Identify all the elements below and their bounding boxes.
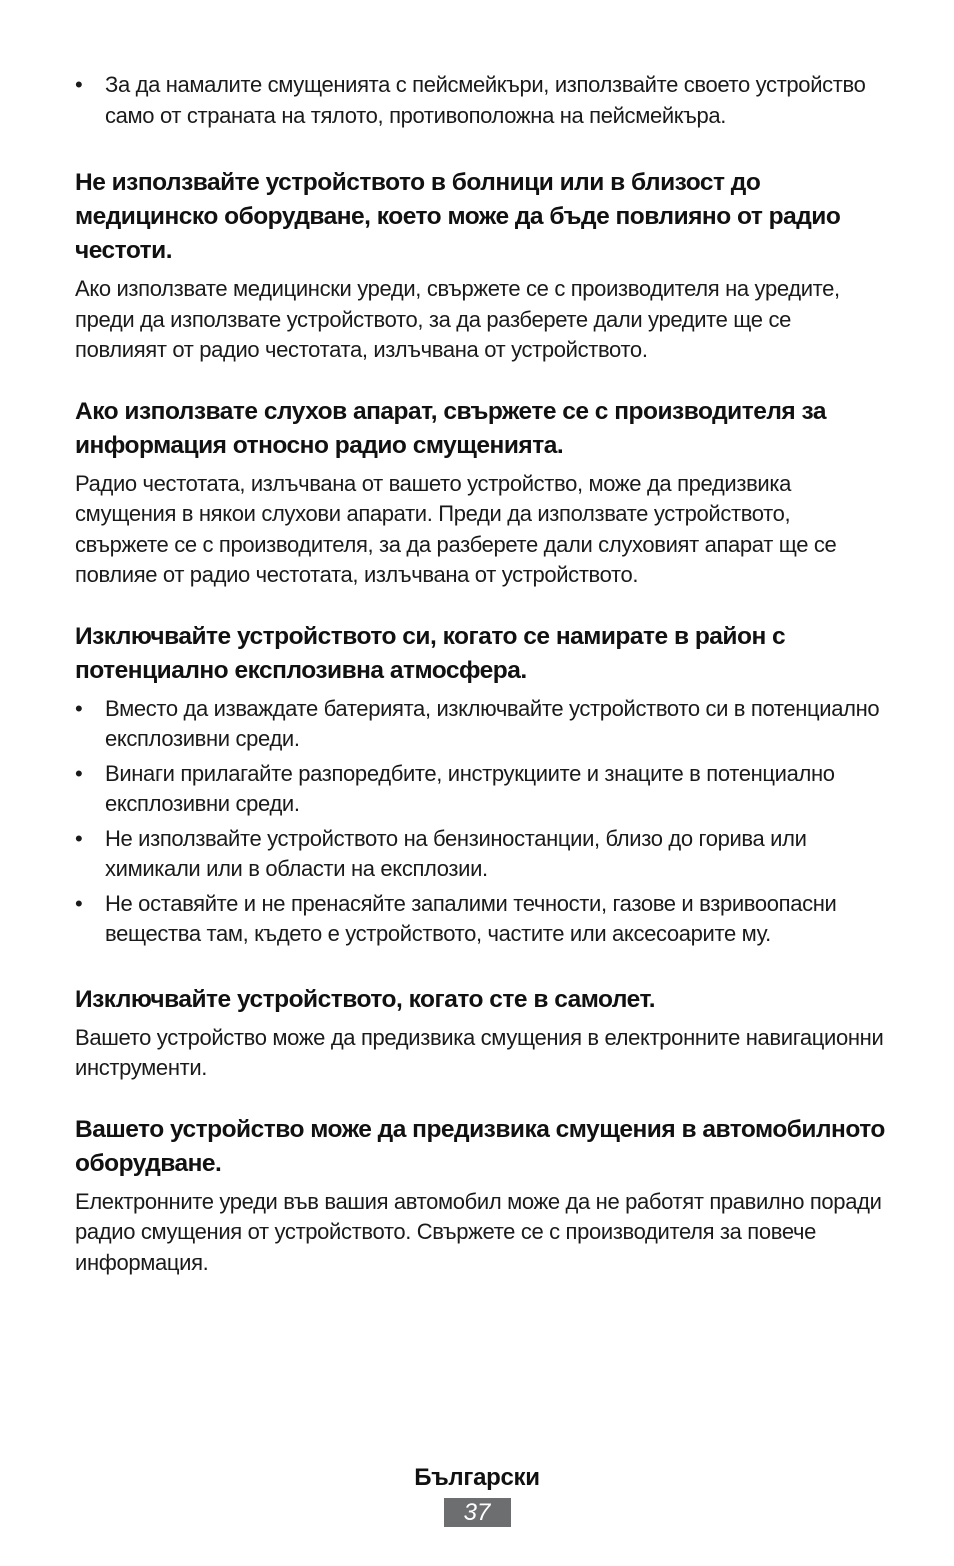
page-footer	[0, 1462, 954, 1527]
section-paragraph: Ако използвате медицински уреди, свържете се с производителя на уредите, преди да използвате устройството, за да разберете дали уредите ще се повлияят от радио честотата, излъчвана от устройството.	[75, 276, 840, 362]
section-paragraph: Вашето устройство може да предизвика смущения в електронните навигационни инструменти.	[75, 1024, 884, 1080]
list-item-text: Не оставяйте и не пренасяйте запалими течности, газове и взривоопасни вещества там, където е устройството, частите или аксесоарите му.	[105, 890, 837, 946]
section-paragraph: Електронните уреди във вашия автомобил може да не работят правилно поради радио смущения от устройството. Свържете се с производителя за повече информация.	[75, 1188, 882, 1275]
list-item	[75, 889, 885, 950]
section-vehicle	[75, 1113, 885, 1279]
section-heading: Изключвайте устройството си, когато се намирате в район с потенциално експлозивна атмосфера.	[75, 622, 786, 684]
bullet-icon: •	[75, 890, 83, 916]
section-explosive-atmosphere	[75, 620, 885, 950]
list-item	[75, 824, 885, 885]
list-item	[75, 694, 885, 755]
intro-bullet-list	[75, 70, 885, 131]
explosive-bullet-list	[75, 694, 885, 950]
section-heading: Вашето устройство може да предизвика смущения в автомобилното оборудване.	[75, 1115, 885, 1177]
section-hospitals	[75, 166, 885, 366]
section-heading: Изключвайте устройството, когато сте в самолет.	[75, 985, 656, 1013]
section-heading: Не използвайте устройството в болници или в близост до медицинско оборудване, което може да бъде повлияно от радио честоти.	[75, 169, 841, 264]
section-paragraph: Радио честотата, излъчвана от вашето устройство, може да предизвика смущения в някои слухови апарати. Преди да използвате устройството, свържете се с производителя, за да разберете дали слуховият апарат ще се повлияе от радио честотата, излъчвана от устройството.	[75, 470, 837, 587]
section-hearing-aid	[75, 395, 885, 591]
bullet-icon: •	[75, 825, 83, 851]
bullet-icon: •	[75, 72, 83, 97]
list-item-text: За да намалите смущенията с пейсмейкъри, използвайте своето устройство само от страната на тялото, противоположна на пейсмейкъра.	[105, 72, 866, 128]
section-heading: Ако използвате слухов апарат, свържете се с производителя за информация относно радио смущенията.	[75, 397, 826, 459]
list-item	[75, 759, 885, 820]
list-item-text: Вместо да изваждате батерията, изключвайте устройството си в потенциално експлозивни среди.	[105, 695, 880, 751]
list-item-text: Не използвайте устройството на бензиностанции, близо до горива или химикали или в области на експлозии.	[105, 825, 807, 881]
section-airplane	[75, 983, 885, 1084]
page-content	[75, 70, 885, 1278]
bullet-icon: •	[75, 695, 83, 721]
page-number: 37	[444, 1498, 511, 1527]
list-item-text: Винаги прилагайте разпоредбите, инструкциите и знаците в потенциално експлозивни среди.	[105, 760, 835, 816]
footer-language: Български	[414, 1464, 540, 1491]
list-item	[75, 70, 885, 131]
bullet-icon: •	[75, 760, 83, 786]
